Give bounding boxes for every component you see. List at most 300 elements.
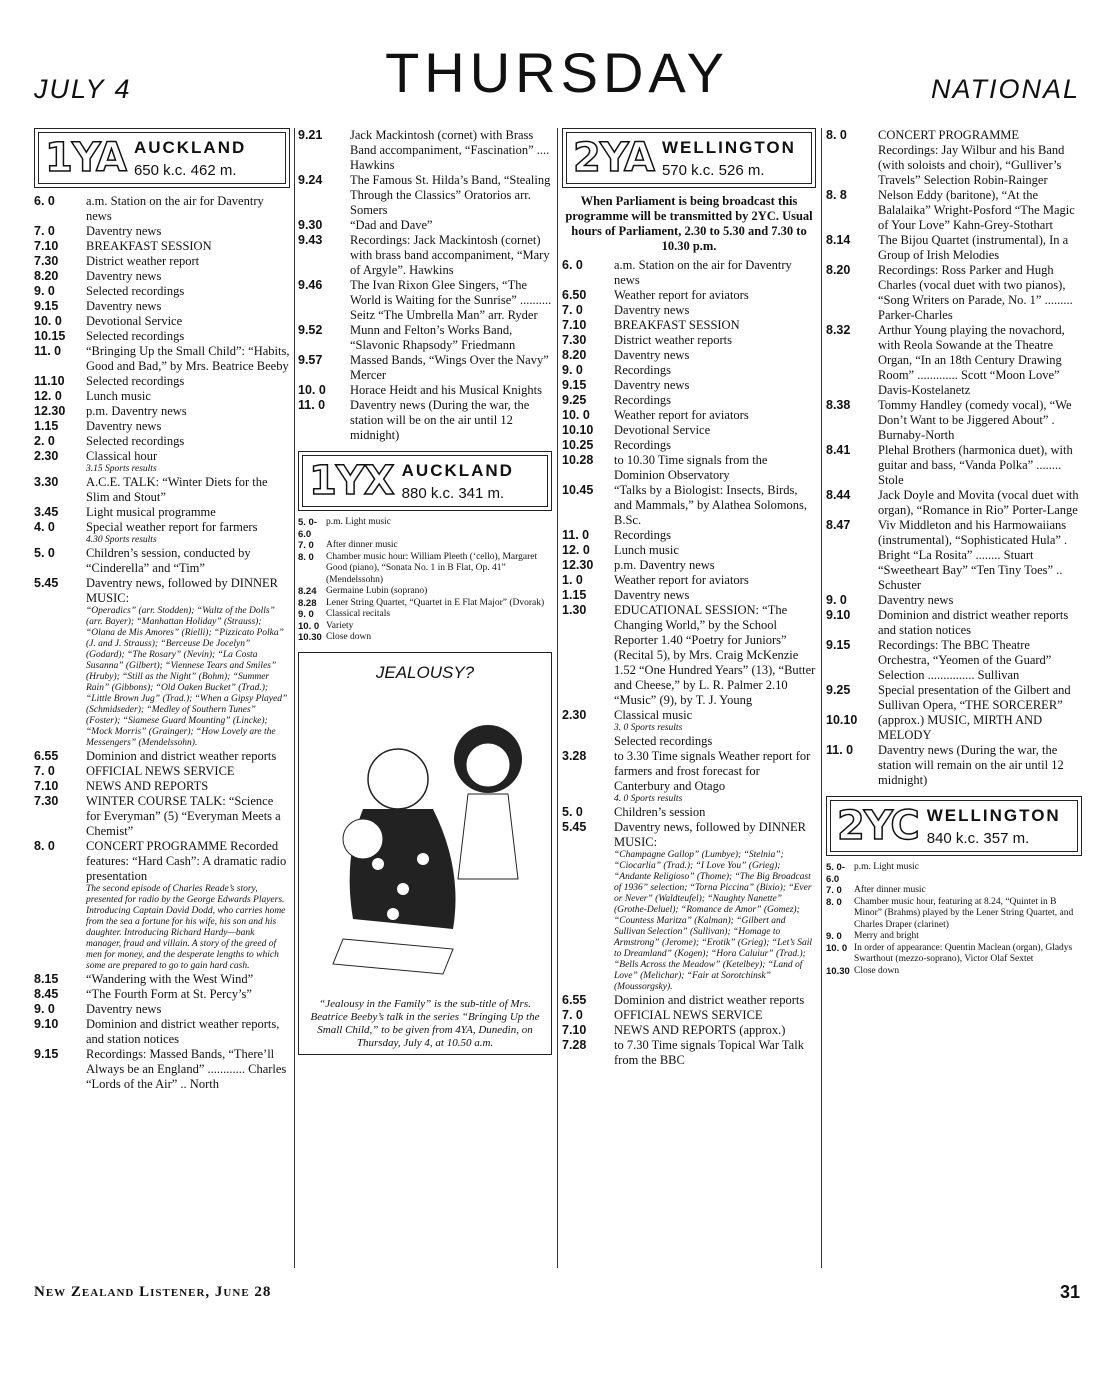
station-name: AUCKLAND [133, 137, 247, 157]
programme-description: p.m. Daventry news [614, 558, 715, 572]
programme-description: Recordings [614, 528, 671, 542]
programme-time: 2.30 [34, 449, 59, 463]
station-callsign: 2YA [573, 135, 654, 181]
programme-description: District weather report [86, 254, 200, 268]
programme-entry [34, 254, 290, 269]
programme-description: Close down [854, 965, 900, 976]
programme-description: The Ivan Rixon Glee Singers, “The World is Waiting for the Sunrise” .......... Seitz “The Umbrella Man” arr. Ryder [350, 278, 552, 322]
programme-time: 1. 0 [562, 573, 583, 587]
programme-time: 5.45 [34, 576, 59, 590]
programme-entry [562, 805, 816, 820]
programme-time: 8. 8 [826, 188, 847, 202]
programme-time: 11. 0 [298, 398, 326, 412]
programme-entry [562, 258, 816, 288]
programme-time: 6.50 [562, 288, 587, 302]
programme-time: 9. 0 [826, 931, 842, 942]
station-callsign: 2YC [837, 803, 919, 849]
programme-description: Lener String Quartet, “Quartet in E Flat Major” (Dvorak) [326, 597, 545, 608]
programme-description: Dominion and district weather reports, and station notices [86, 1017, 280, 1046]
programme-description: Children’s session [614, 805, 706, 819]
programme-entry [298, 632, 552, 644]
programme-time: 7.10 [34, 779, 59, 793]
programme-time: 9. 0 [34, 1002, 55, 1016]
programme-entry [562, 588, 816, 603]
programme-entry [562, 393, 816, 408]
programme-entry [562, 348, 816, 363]
programme-time: 10. 0 [34, 314, 62, 328]
programme-time: 8.20 [562, 348, 587, 362]
programme-time: 5. 0 [34, 546, 55, 560]
programme-time: 6.55 [34, 749, 59, 763]
programme-entry [562, 333, 816, 348]
programme-description: Selected recordings [86, 374, 185, 388]
programme-entry [562, 543, 816, 558]
programme-description: Recordings: Massed Bands, “There’ll Always be an England” ............ Charles “Lords of the Air” .. North [86, 1047, 287, 1091]
programme-list [826, 128, 1082, 788]
column-divider [294, 128, 295, 1268]
programme-list [562, 258, 816, 1068]
programme-entry [34, 374, 290, 389]
programme-entry [562, 708, 816, 749]
programme-time: 9.25 [826, 683, 851, 697]
programme-time: 1.15 [34, 419, 59, 433]
programme-entry [562, 453, 816, 483]
programme-description: p.m. Daventry news [86, 404, 187, 418]
programme-description: Weather report for aviators [614, 573, 749, 587]
programme-entry [562, 408, 816, 423]
programme-entry [826, 263, 1082, 323]
programme-time: 11. 0 [826, 743, 854, 757]
programme-list [826, 862, 1082, 977]
programme-time: 8. 0 [34, 839, 55, 853]
issue-date: JULY 4 [34, 74, 132, 104]
station-frequency: 650 k.c. 462 m. [133, 161, 237, 179]
programme-description: Selected recordings [614, 734, 713, 748]
programme-time: 10.10 [562, 423, 594, 437]
programme-entry [34, 794, 290, 839]
programme-description: Daventry news [614, 303, 690, 317]
programme-time: 9.43 [298, 233, 323, 247]
programme-description: CONCERT PROGRAMME Recordings: Jay Wilbur and his Band (with soloists and choir), “Gulliver’s Travels” Selection Robin-Rainger [878, 128, 1065, 187]
programme-entry [34, 389, 290, 404]
programme-subnote: 3. 0 Sports results [614, 723, 683, 733]
programme-time: 1.30 [562, 603, 587, 617]
programme-entry [34, 329, 290, 344]
programme-description: Variety [326, 620, 354, 631]
programme-entry [562, 749, 816, 805]
programme-entry [34, 344, 290, 374]
programme-time: 8.14 [826, 233, 851, 247]
programme-entry [34, 576, 290, 749]
programme-description: Horace Heidt and his Musical Knights [350, 383, 542, 397]
programme-description: Jack Doyle and Movita (vocal duet with organ), “Romance in Rio” Porter-Lange [878, 488, 1079, 517]
programme-time: 8. 0 [826, 128, 847, 142]
programme-entry [562, 483, 816, 528]
programme-entry [298, 517, 552, 540]
programme-description: Daventry news [86, 224, 162, 238]
programme-entry [826, 323, 1082, 398]
programme-description: WINTER COURSE TALK: “Science for Everyman” (5) “Everyman Meets a Chemist” [86, 794, 281, 838]
station-name: WELLINGTON [926, 805, 1061, 825]
programme-time: 9.10 [34, 1017, 59, 1031]
footer-publication: New Zealand Listener, June 28 [34, 1284, 272, 1300]
station-name: AUCKLAND [401, 460, 514, 480]
programme-entry [562, 603, 816, 708]
programme-description: Close down [326, 632, 372, 642]
programme-description: The Bijou Quartet (instrumental), In a Group of Irish Melodies [878, 233, 1069, 262]
programme-description: District weather reports [614, 333, 733, 347]
programme-time: 9.15 [562, 378, 587, 392]
programme-entry [34, 546, 290, 576]
programme-entry [34, 314, 290, 329]
programme-entry [826, 233, 1082, 263]
programme-time: 6. 0 [562, 258, 583, 272]
programme-description: Arthur Young playing the novachord, with Reola Sowande at the Theatre Organ, “In an 18th Century Drawing Room” ............. Scott “Moon Love” Davis-Kostelanetz [878, 323, 1065, 397]
station-callsign: 1YX [309, 458, 394, 504]
programme-description: Tommy Handley (comedy vocal), “We Don’t Want to be Jiggered About” . Burnaby-North [878, 398, 1072, 442]
illustration-box [298, 652, 552, 1055]
programme-description: Dominion and district weather reports [86, 749, 277, 763]
programme-entry [34, 434, 290, 449]
programme-description: Daventry news (During the war, the station will be on the air until 12 midnight) [350, 398, 530, 442]
programme-description: Chamber music hour, featuring at 8.24, “Quintet in B Minor” (Brahms) played by the Lener String Quartet, and Charles Draper (clarinet) [854, 896, 1074, 930]
programme-time: 6.55 [562, 993, 587, 1007]
station-name: WELLINGTON [661, 137, 796, 157]
programme-description: Daventry news, followed by DINNER MUSIC: [614, 820, 806, 849]
programme-description: Recordings [614, 393, 671, 407]
programme-description: Recordings [614, 363, 671, 377]
programme-subnote: 3.15 Sports results [86, 464, 157, 474]
programme-time: 7. 0 [34, 764, 55, 778]
programme-subnote: The second episode of Charles Reade’s story, presented for radio by the George Edwards Players. Introducing Captain David Dodd, who carries home from the sea a fortune for his wife, his son and his daughter. Introducing Richard Hardy—bank manager, fraud and villain. A story of the greed of men for money, and the desperate lengths to which some are prepared to go to gain hard cash. [86, 884, 286, 971]
programme-entry [826, 593, 1082, 608]
programme-time: 12.30 [562, 558, 594, 572]
programme-entry [826, 862, 1082, 885]
programme-time: 9.52 [298, 323, 323, 337]
programme-description: Selected recordings [86, 329, 185, 343]
programme-description: Viv Middleton and his Harmowaiians (instrumental), “Sophisticated Hula” . Bright “La Rosita” ........ Stuart “Sweetheart Bay” “Ten Tiny Toes” .. Schuster [878, 518, 1068, 592]
programme-description: Children’s session, conducted by “Cinderella” and “Tim” [86, 546, 251, 575]
programme-entry [34, 520, 290, 546]
programme-description: Classical recitals [326, 609, 391, 619]
programme-description: p.m. Light music [854, 862, 919, 872]
programme-time: 10.30 [826, 965, 850, 977]
programme-description: Massed Bands, “Wings Over the Navy” Mercer [350, 353, 549, 382]
column-divider [557, 128, 558, 1268]
programme-time: 7.28 [562, 1038, 587, 1052]
programme-time: 10.10 [826, 713, 858, 727]
programme-time: 8.38 [826, 398, 851, 412]
programme-time: 3.28 [562, 749, 587, 763]
programme-entry [34, 1002, 290, 1017]
programme-time: 7.30 [34, 254, 59, 268]
programme-description: to 3.30 Time signals Weather report for farmers and frost forecast for Canterbury and Otago [614, 749, 811, 793]
programme-description: Merry and bright [854, 931, 919, 941]
programme-entry [826, 638, 1082, 683]
programme-entry [826, 943, 1082, 966]
programme-description: Recordings: Jack Mackintosh (cornet) with brass band accompaniment, “Mary of Argyle”. Hawkins [350, 233, 550, 277]
programme-entry [34, 284, 290, 299]
illustration-caption: “Jealousy in the Family” is the sub-title of Mrs. Beatrice Beeby’s talk in the series “Bringing Up the Small Child,” to be given from 4YA, Dunedin, on Thursday, July 4, at 10.50 a.m. [310, 997, 540, 1049]
programme-time: 9. 0 [34, 284, 55, 298]
programme-entry [34, 419, 290, 434]
programme-description: “Talks by a Biologist: Insects, Birds, and Mammals,” by Alathea Solomons, B.Sc. [614, 483, 808, 527]
programme-description: Daventry news [86, 299, 162, 313]
programme-time: 11.10 [34, 374, 65, 388]
programme-time: 3.30 [34, 475, 59, 489]
programme-description: Chamber music hour: William Pleeth (‘cello), Margaret Good (piano), “Sonata No. 1 in B Flat, Op. 41” (Mendelssohn) [326, 551, 538, 585]
programme-time: 2.30 [562, 708, 587, 722]
programme-description: Daventry news [86, 1002, 162, 1016]
programme-time: 8.20 [826, 263, 851, 277]
programme-entry [562, 303, 816, 318]
programme-time: 11. 0 [34, 344, 62, 358]
programme-entry [298, 323, 552, 353]
programme-time: 10. 0 [298, 383, 326, 397]
programme-entry [562, 993, 816, 1008]
programme-description: Lunch music [614, 543, 679, 557]
programme-list [34, 194, 290, 1092]
programme-description: Daventry news [614, 378, 690, 392]
station-header-1ya [34, 128, 290, 188]
programme-entry [562, 1008, 816, 1023]
programme-entry [826, 188, 1082, 233]
programme-entry [34, 987, 290, 1002]
illustration-image [303, 689, 547, 989]
programme-description: Lunch music [86, 389, 151, 403]
programme-entry [826, 966, 1082, 978]
programme-description: to 7.30 Time signals Topical War Talk from the BBC [614, 1038, 804, 1067]
programme-entry [298, 128, 552, 173]
programme-description: Recordings [614, 438, 671, 452]
programme-entry [34, 404, 290, 419]
programme-subnote: “Champagne Gallop” (Lumbye); “Stelnia”; “Ciocarlia” (Trad.); “I Love You” (Grieg); “Andante Religioso” (Thome); “The Big Broadcast of 1936” selection; “Torna Piccina” (Bixio); “Ever or Never” (Waldteufel); “Naughty Nanette” (Grothe-Deluel); “Romance de Amor” (Gomez); “Countess Maritza” (Kalman); “Gilbert and Sullivan Selection” (Sullivan); “Homage to Armstrong” (Jerome); “Erotik” (Grieg); “Let’s Sail to Dreamland” (Kogen); “Hora Caluiur” (Trad.); “Bells Across the Meadow” (Ketelbey); “Land of Love” (Melichar); “Fair at Sorotchinsk” (Moussorgsky). [614, 850, 812, 992]
programme-entry [34, 475, 290, 505]
programme-time: 10.28 [562, 453, 594, 467]
programme-time: 7. 0 [826, 885, 842, 896]
programme-time: 11. 0 [562, 528, 590, 542]
programme-description: Daventry news (During the war, the station will remain on the air until 12 midnight) [878, 743, 1064, 787]
programme-time: 8.32 [826, 323, 851, 337]
programme-entry [826, 128, 1082, 188]
programme-entry [34, 972, 290, 987]
station-callsign: 1YA [45, 135, 126, 181]
programme-entry [298, 609, 552, 621]
programme-subnote: “Operadics” (arr. Stodden); “Waltz of the Dolls” (arr. Bayer); “Manhattan Holiday” (Strauss); “Olana de Mis Amores” (Rielli); “Pizzicato Polka” (J. and J. Strauss); “Berceuse De Jocelyn” (Godard); “The Rosary” (Nevin); “La Costa Susanna” (Gilbert); “Viennese Tears and Smiles” (Hruby); “Still as the Night” (Bohm); “Summer Rain” (Gibbons); “Old Oaken Bucket” (Trad.); “Little Brown Jug” (Trad.); “When a Gipsy Played” (Schmidseder); “Medley of Southern Tunes” (Foster); “Siamese Guard Mounting” (Lincke); “Mock Morris” (Grainger); “How Lovely are the Messengers” (Mendelssohn). [86, 606, 288, 748]
programme-description: Recordings: Ross Parker and Hugh Charles (vocal duet with two pianos), “Song Writers on Parade, No. 1” ......... Parker-Charles [878, 263, 1073, 322]
programme-description: Germaine Lubin (soprano) [326, 586, 428, 596]
programme-description: Daventry news [86, 419, 162, 433]
programme-description: a.m. Station on the air for Daventry news [614, 258, 792, 287]
programme-description: (approx.) MUSIC, MIRTH AND MELODY [878, 713, 1043, 742]
programme-entry [298, 233, 552, 278]
station-header-1yx [298, 451, 552, 511]
programme-entry [826, 683, 1082, 713]
programme-description: CONCERT PROGRAMME Recorded features: “Hard Cash”: A dramatic radio presentation [86, 839, 287, 883]
programme-time: 8.28 [298, 597, 317, 609]
programme-description: Devotional Service [614, 423, 711, 437]
programme-time: 8.15 [34, 972, 59, 986]
programme-description: Dominion and district weather reports [614, 993, 805, 1007]
programme-time: 7. 0 [298, 540, 314, 551]
programme-entry [298, 383, 552, 398]
programme-description: a.m. Station on the air for Daventry news [86, 194, 264, 223]
programme-list [298, 517, 552, 644]
programme-entry [34, 224, 290, 239]
programme-entry [298, 621, 552, 633]
programme-time: 4. 0 [34, 520, 55, 534]
programme-time: 9. 0 [562, 363, 583, 377]
page-title: THURSDAY [385, 41, 729, 104]
programme-time: 12. 0 [34, 389, 62, 403]
programme-entry [826, 443, 1082, 488]
column-1ya-cont [298, 128, 552, 1268]
programme-time: 10.25 [562, 438, 594, 452]
programme-description: Daventry news [878, 593, 954, 607]
programme-time: 7. 0 [562, 303, 583, 317]
programme-entry [298, 218, 552, 233]
programme-description: Daventry news [614, 588, 690, 602]
programme-description: Weather report for aviators [614, 288, 749, 302]
programme-description: OFFICIAL NEWS SERVICE [614, 1008, 763, 1022]
programme-entry [34, 299, 290, 314]
programme-entry [826, 713, 1082, 743]
programme-description: to 10.30 Time signals from the Dominion Observatory [614, 453, 768, 482]
programme-time: 5. 0 [562, 805, 583, 819]
illustration-title: JEALOUSY? [375, 662, 475, 682]
programme-subnote: 4.30 Sports results [86, 535, 157, 545]
programme-entry [298, 586, 552, 598]
programme-time: 7. 0 [34, 224, 55, 238]
programme-entry [826, 488, 1082, 518]
programme-time: 10. 0 [826, 942, 848, 954]
station-frequency: 840 k.c. 357 m. [926, 829, 1030, 847]
programme-entry [34, 749, 290, 764]
programme-entry [34, 839, 290, 972]
programme-description: Special weather report for farmers [86, 520, 258, 534]
programme-time: 10. 0 [298, 620, 320, 632]
programme-entry [34, 269, 290, 284]
programme-time: 9.21 [298, 128, 323, 142]
station-header-2ya [562, 128, 816, 188]
programme-time: 5.45 [562, 820, 587, 834]
programme-entry [34, 239, 290, 254]
programme-time: 9.10 [826, 608, 851, 622]
programme-time: 8. 0 [826, 896, 842, 908]
programme-description: “Wandering with the West Wind” [86, 972, 254, 986]
parliament-note: When Parliament is being broadcast this programme will be transmitted by 2YC. Usual hours of Parliament, 2.30 to 5.30 and 7.30 to 10.30 p.m. [565, 194, 813, 253]
programme-description: Special presentation of the Gilbert and Sullivan Opera, “THE SORCERER” [878, 683, 1071, 712]
programme-time: 8. 0 [298, 551, 314, 563]
programme-time: 9.15 [34, 1047, 59, 1061]
column-2ya-cont [826, 128, 1082, 1268]
programme-time: 7.30 [562, 333, 587, 347]
programme-entry [298, 353, 552, 383]
programme-description: Daventry news [86, 269, 162, 283]
programme-time: 8.41 [826, 443, 851, 457]
programme-time: 9. 0 [298, 609, 314, 620]
programme-time: 9.30 [298, 218, 323, 232]
programme-description: Recordings: The BBC Theatre Orchestra, “Yeomen of the Guard” Selection ............... Sullivan [878, 638, 1052, 682]
programme-time: 7.10 [562, 318, 587, 332]
programme-description: In order of appearance: Quentin Maclean (organ), Gladys Swarthout (mezzo-soprano), Victor Olaf Sextet [854, 942, 1073, 964]
programme-description: EDUCATIONAL SESSION: “The Changing World,” by the School Reporter 1.40 “Poetry for Juniors” (Recital 5), by Mrs. Craig McKenzie 1.52 “One Hundred Years” (13), “Butter and Cheese,” by L. R. Palmer 2.10 “Music” (9), by T. J. Young [614, 603, 816, 707]
programme-description: A.C.E. TALK: “Winter Diets for the Slim and Stout” [86, 475, 268, 504]
programme-time: 12.30 [34, 404, 66, 418]
programme-entry [34, 779, 290, 794]
programme-entry [826, 743, 1082, 788]
programme-entry [562, 558, 816, 573]
programme-entry [826, 897, 1082, 932]
programme-entry [562, 288, 816, 303]
column-1yа [34, 128, 290, 1268]
programme-description: Selected recordings [86, 434, 185, 448]
programme-time: 10.15 [34, 329, 66, 343]
programme-description: Devotional Service [86, 314, 183, 328]
programme-description: After dinner music [854, 885, 926, 895]
programme-description: NEWS AND REPORTS (approx.) [614, 1023, 786, 1037]
programme-time: 8.44 [826, 488, 851, 502]
programme-entry [34, 1047, 290, 1092]
programme-description: “Bringing Up the Small Child”: “Habits, Good and Bad,” by Mrs. Beatrice Beeby [86, 344, 290, 373]
programme-time: 7. 0 [562, 1008, 583, 1022]
programme-entry [298, 598, 552, 610]
programme-entry [562, 378, 816, 393]
programme-description: BREAKFAST SESSION [86, 239, 212, 253]
programme-entry [562, 1023, 816, 1038]
programme-description: Munn and Felton’s Works Band, “Slavonic Rhapsody” Friedmann [350, 323, 516, 352]
programme-entry [562, 573, 816, 588]
programme-time: 9.46 [298, 278, 323, 292]
programme-entry [562, 318, 816, 333]
programme-entry [562, 528, 816, 543]
programme-entry [34, 505, 290, 520]
programme-time: 9.15 [34, 299, 59, 313]
programme-time: 9. 0 [826, 593, 847, 607]
programme-entry [826, 608, 1082, 638]
programme-time: 8.24 [298, 586, 317, 597]
programme-time: 8.47 [826, 518, 851, 532]
programme-entry [826, 931, 1082, 943]
programme-time: 8.45 [34, 987, 59, 1001]
programme-time: 7.30 [34, 794, 59, 808]
programme-time: 8.20 [34, 269, 59, 283]
page-number: 31 [1059, 1282, 1080, 1302]
station-frequency: 880 k.c. 341 m. [401, 484, 505, 502]
programme-description: Daventry news [614, 348, 690, 362]
programme-time: 9.24 [298, 173, 323, 187]
programme-description: BREAKFAST SESSION [614, 318, 740, 332]
programme-time: 1.15 [562, 588, 587, 602]
programme-entry [826, 518, 1082, 593]
programme-time: 2. 0 [34, 434, 55, 448]
programme-entry [34, 1017, 290, 1047]
programme-entry [562, 820, 816, 993]
programme-entry [298, 173, 552, 218]
programme-entry [826, 885, 1082, 897]
programme-time: 9.25 [562, 393, 587, 407]
programme-entry [298, 398, 552, 443]
programme-time: 12. 0 [562, 543, 590, 557]
programme-time: 10.30 [298, 632, 322, 643]
programme-time: 10. 0 [562, 408, 590, 422]
programme-description: Selected recordings [86, 284, 185, 298]
station-header-2yc [826, 796, 1082, 856]
programme-description: Jack Mackintosh (cornet) with Brass Band accompaniment, “Fascination” .... Hawkins [350, 128, 550, 172]
programme-entry [298, 278, 552, 323]
programme-entry [562, 363, 816, 378]
programme-entry [298, 540, 552, 552]
